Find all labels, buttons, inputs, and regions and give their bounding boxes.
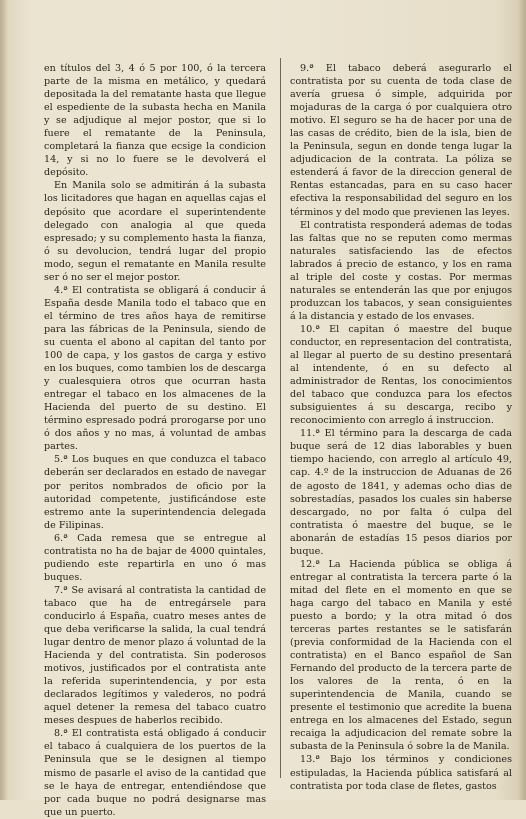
clause-4: 4.ª El contratista se obligará á conducir á España desde Manila todo el tabaco que en el término de tres años haya de remitirse para las fábricas de la Peninsula, siendo de su cuenta el abono al capitan del tanto por 100 de capa, y los gastos de carga y estivo en los buques, como tambien los de descarga y cualesquiera otros que ocurran hasta entregar el tabaco en los almacenes de la Hacienda del puerto de su destino. El término espresado podrá prorogarse por uno ó dos años y no mas, á voluntad de ambas partes. xyxy=(44,284,266,453)
left-text-column xyxy=(44,62,266,819)
paragraph-faltas-mermas: El contratista responderá ademas de todas las faltas que no se reputen como mermas naturales satisfaciendo las de efectos labrados á precio de estanco, y los en rama al triple del coste y costas. Por mermas naturales se entenderán las que por enjugos produzcan los tabacos, y sean consiguientes á la distancia y estado de los envases. xyxy=(290,219,512,322)
right-text-column xyxy=(290,62,512,793)
clause-7: 7.ª Se avisará al contratista la cantidad de tabaco que ha de entregársele para conducirlo á España, cuatro meses antes de que deba verificarse la salida, la cual tendrá lugar dentro de menor plazo á voluntad de la Hacienda y del contratista. Sin poderosos motivos, justificados por el contratista ante la referida superintendencia, y por esta declarados legítimos y valederos, no podrá aquel detener la remesa del tabaco cuatro meses despues de haberlos recibido. xyxy=(44,584,266,727)
clause-9: 9.ª El tabaco deberá asegurarlo el contratista por su cuenta de toda clase de avería gruesa ó simple, adquirida por mojaduras de la carga ó por cualquiera otro motivo. El seguro se ha de hacer por una de las casas de crédito, bien de la isla, bien de la Peninsula, segun en donde tenga lugar la adjudicacion de la contrata. La póliza se estenderá á favor de la direccion general de Rentas estancadas, para en su caso hacer efectiva la responsabilidad del seguro en los términos y del modo que previenen las leyes. xyxy=(290,63,512,218)
page-right-edge-shadow xyxy=(518,0,526,800)
paragraph-continued-fianza: en títulos del 3, 4 ó 5 por 100, ó la tercera parte de la misma en metálico, y quedará depositada la del rematante hasta que llegue el espediente de la subasta hecha en Manila y se adjudique al mejor postor, que si lo fuere el rematante de la Peninsula, completará la fianza que ecsige la condicion 14, y si no lo fuere se le devolverá el depósito. xyxy=(44,63,266,179)
clause-11: 11.ª El término para la descarga de cada buque será de 12 dias laborables y buen tiempo haciendo, con arreglo al artículo 49, cap. 4.º de la instruccion de Aduanas de 26 de agosto de 1841, y ademas ocho dias de sobrestadías, pasados los cuales sin haberse descargado, no por falta ó culpa del contratista ó maestre del buque, se le abonarán de estadías 15 pesos diarios por buque. xyxy=(290,428,512,557)
clause-10: 10.ª El capitan ó maestre del buque conductor, en representacion del contratista, al llegar al puerto de su destino presentará al intendente, ó en su defecto al administrador de Rentas, los conocimientos del tabaco que conduzca para los efectos subsiguientes á su descarga, recibo y reconocimiento con arreglo á instruccion. xyxy=(290,323,512,427)
page-left-edge-shadow xyxy=(0,0,8,800)
paragraph-subasta-manila: En Manila solo se admitirán á la subasta los licitadores que hagan en aquellas cajas el depósito que acordare el superintendente delegado con analogia al que queda espresado; y su complemento hasta la fianza, ó su devolucion, tendrá lugar del propio modo, segun el rematante en Manila resulte ser ó no ser el mejor postor. xyxy=(44,180,266,283)
column-divider-rule xyxy=(280,58,281,778)
clause-6: 6.ª Cada remesa que se entregue al contratista no ha de bajar de 4000 quintales, pudiendo este repartirla en uno ó mas buques. xyxy=(44,532,266,583)
clause-12: 12.ª La Hacienda pública se obliga á entregar al contratista la tercera parte ó la mitad del flete en el momento en que se haga cargo del tabaco en Manila y esté puesto a bordo; y la otra mitad ó dos terceras partes restantes se le satisfarán (previa conformidad de la Hacienda con el contratista) en el Banco español de San Fernando del producto de la tercera parte de los valores de la renta, ó en la superintendencia de Manila, cuando se presente el testimonio que acredite la buena entrega en los almacenes del Estado, segun recaiga la adjudicacion del remate sobre la subasta de la Peninsula ó sobre la de Manila. xyxy=(290,558,512,753)
clause-5: 5.ª Los buques en que conduzca el tabaco deberán ser declarados en estado de navegar por peritos nombrados de oficio por la autoridad competente, justificándose este estremo ante la superintendencia delegada de Filipinas. xyxy=(44,454,266,531)
clause-13: 13.ª Bajo los términos y condiciones estipuladas, la Hacienda pública satisfará al contratista por toda clase de fletes, gastos xyxy=(290,754,512,792)
clause-8: 8.ª El contratista está obligado á conducir el tabaco á cualquiera de los puertos de la Peninsula que se le designen al tiempo mismo de pasarle el aviso de la cantidad que se le haya de entregar, entendiéndose que por cada buque no podrá designarse mas que un puerto. xyxy=(44,728,266,818)
